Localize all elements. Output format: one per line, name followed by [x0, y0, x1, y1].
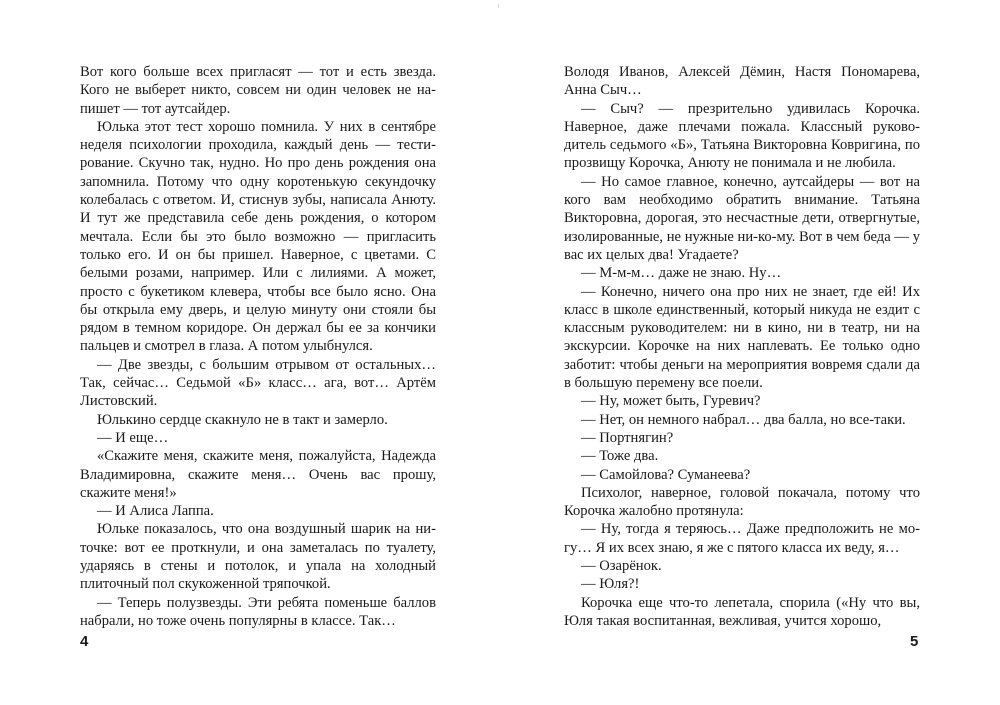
- right-paragraph-10: — Самойлова? Суманеева?: [581, 466, 751, 483]
- right-paragraph-3: — Но самое главное, конечно, аутсайдеры — вот на кого вам необходимо обратить внимание. Татьяна Викторовна, дорогая, это несчастные дети, отвергнутые, изолированные, не нужные ни-ко-му. Вот в чем беда — у вас их целых два! Угадаете?: [564, 173, 920, 263]
- left-paragraph-6: «Скажите меня, скажите меня, пожалуйста, Надежда Владимировна, скажите меня… Очень вас прошу, скажите меня!»: [80, 448, 436, 501]
- left-paragraph-1: Вот кого больше всех пригласят — тот и есть звезда. Кого не выберет никто, совсем ни один человек не напишет — тот аутсайдер.: [80, 64, 436, 117]
- left-paragraph-9: — Теперь полузвезды. Эти ребята поменьше баллов набрали, но тоже очень популярны в классе. Так…: [80, 594, 436, 629]
- left-paragraph-8: Юльке показалось, что она воздушный шарик на ниточке: вот ее проткнули, и она заметалась по туалету, ударяясь в стены и потолок, и упала на холодный плиточный пол скукоженной тряпочкой.: [80, 521, 436, 593]
- page-number-right: 5: [910, 633, 919, 650]
- left-paragraph-5: — И еще…: [97, 429, 169, 446]
- right-paragraph-9: — Тоже два.: [581, 448, 659, 465]
- right-paragraph-7: — Нет, он немного набрал… два балла, но все-таки.: [581, 411, 906, 428]
- left-paragraph-3: — Две звезды, с большим отрывом от остальных… Так, сейчас… Седьмой «Б» класс… ага, вот… Артём Листовский.: [80, 356, 436, 410]
- right-page: [564, 63, 920, 630]
- right-paragraph-15: Корочка еще что-то лепетала, спорила («Ну что вы, Юля такая воспитанная, вежливая, учится хорошо,: [564, 594, 920, 629]
- right-paragraph-14: — Юля?!: [581, 576, 640, 593]
- right-paragraph-13: — Озарёнок.: [581, 558, 662, 575]
- right-paragraph-2: — Сыч? — презрительно удивилась Корочка. Наверное, даже плечами пожала. Классный руководитель седьмого «Б», Татьяна Викторовна Ковригина, по прозвищу Корочка, Анюту не понимала и не любила.: [564, 100, 920, 172]
- right-paragraph-8: — Портнягин?: [581, 429, 674, 446]
- right-paragraph-11: Психолог, наверное, головой покачала, потому что Корочка жалобно протянула:: [564, 484, 920, 520]
- left-page: [80, 63, 436, 630]
- right-paragraph-6: — Ну, может быть, Гуревич?: [581, 393, 761, 410]
- page-number-left: 4: [80, 633, 89, 650]
- left-paragraph-4: Юлькино сердце скакнуло не в такт и замерло.: [97, 411, 388, 428]
- left-paragraph-2: Юлька этот тест хорошо помнила. У них в сентябре неделя психологии проходила, каждый день — тестирование. Скучно так, нудно. Но про день рождения она запомнила. Потому что одну коротенькую секундочку колебалась с ответом. И, стиснув зубы, написала Анюту. И тут же представила себе день рождения, о котором мечтала. Если бы это было возможно — пригласить только его. И он бы пришел. Наверное, с цветами. С белыми розами, например. Или с лилиями. А может, просто с букетиком клевера, чтобы все было ясно. Она бы открыла ему дверь, и целую минуту они стояли бы рядом в темном коридоре. Он держал бы ее за кончики пальцев и смотрел в глаза. А потом улыбнулся.: [80, 118, 436, 355]
- right-paragraph-4: — М-м-м… даже не знаю. Ну…: [581, 265, 782, 282]
- right-paragraph-5: — Конечно, ничего она про них не знает, где ей! Их класс в школе единственный, который никуда не ездит с классным руководителем: ни в кино, ни в театр, ни на экскурсии. Корочке на них наплевать. Ее только одно заботит: чтобы деньги на мероприятия вовремя сдали да в большую перемену все поели.: [564, 283, 920, 392]
- left-paragraph-7: — И Алиса Лаппа.: [97, 503, 214, 520]
- gutter-mark: [498, 4, 499, 8]
- right-paragraph-12: — Ну, тогда я теряюсь… Даже предположить не могу… Я их всех знаю, я же с пятого класса их веду, я…: [564, 521, 920, 556]
- right-paragraph-1: Володя Иванов, Алексей Дёмин, Настя Пономарева, Анна Сыч…: [564, 64, 920, 99]
